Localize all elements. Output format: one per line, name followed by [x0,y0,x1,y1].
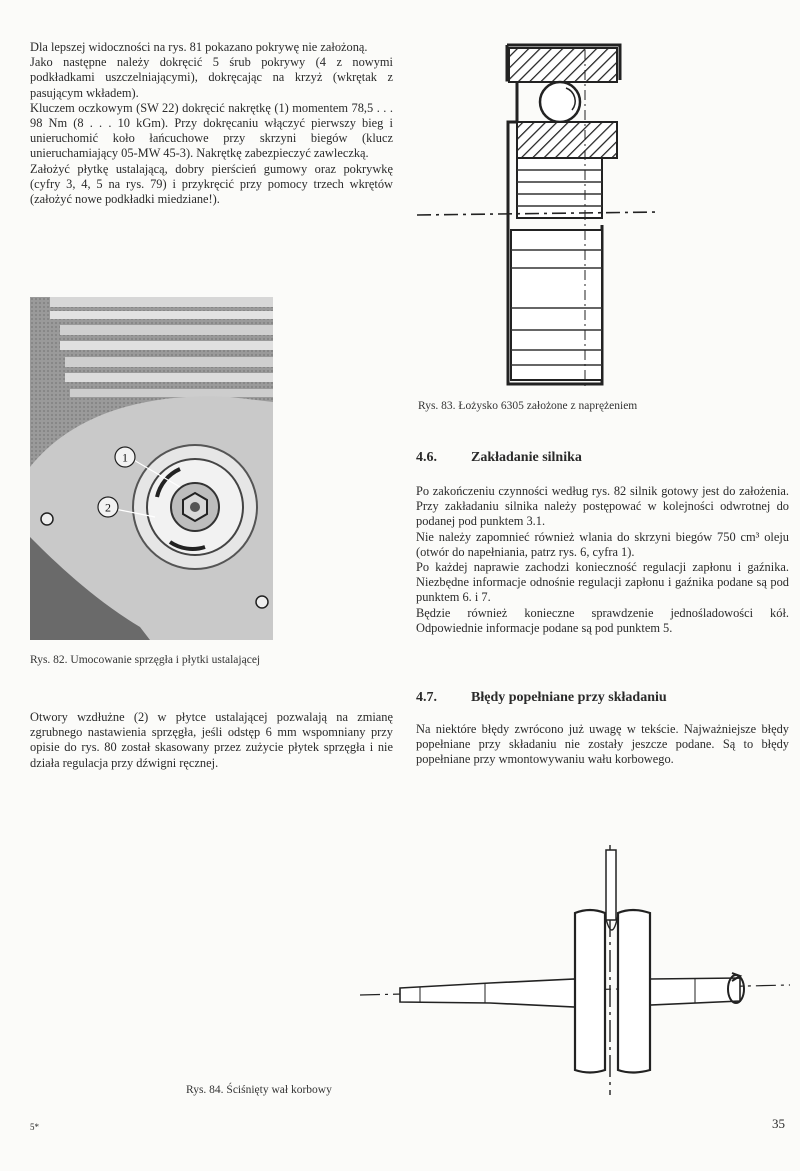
bearing-drawing [412,40,662,395]
left-crank-web [575,910,605,1073]
ball [540,82,580,122]
paragraph: Kluczem oczkowym (SW 22) dokręcić nakrętkę (1) momentem 78,5 . . . 98 Nm (8 . . . 10 kGm). Przy dokręcaniu włączyć pierwszy bieg i unieruchomić koło łańcuchowe przy skrzyni biegów (klucz unieruchamiający 05-MW 45-3). Nakrętkę zabezpieczyć zawleczką. [30,100,393,161]
bearing-caption: Rys. 83. Łożysko 6305 założone z naprężeniem [418,400,638,412]
clutch-photo [30,297,273,640]
paragraph: Będzie również konieczne sprawdzenie jednośladowości kół. Odpowiednie informacje podane są pod punktem 5. [416,605,789,635]
photo-caption: Rys. 82. Umocowanie sprzęgła i płytki ustalającej [30,654,261,666]
paragraph: Na niektóre błędy zwrócono już uwagę w tekście. Najważniejsze błędy popełniane przy składaniu nie zostały jeszcze podane. Są to błędy popełniane przy wmontowywaniu wału korbowego. [416,722,789,767]
shaft [511,158,602,380]
section-heading-4-7 [416,690,667,706]
paragraph: Nie należy zapomnieć również wlania do skrzyni biegów 750 cm³ oleju (otwór do napełniania, patrz rys. 6, cyfra 1). [416,529,789,559]
section-4-7-text [416,722,789,768]
page-number: 35 [772,1116,785,1131]
crankshaft-caption: Rys. 84. Ściśnięty wał korbowy [186,1084,332,1096]
screw [41,513,53,525]
outer-race [509,48,617,82]
section-number: 4.7. [416,690,437,705]
inner-race [517,122,617,158]
cylinder-fins [50,297,273,397]
crankshaft-diagram [360,845,790,1095]
section-4-6-text [416,484,789,636]
paragraph: Po zakończeniu czynności według rys. 82 silnik gotowy jest do założenia. Przy zakładaniu silnika należy postępować w kolejności odwrotnej do podanej pod punktem 3.1. [416,484,789,529]
right-crank-web [618,910,650,1073]
crankshaft-drawing [360,845,790,1095]
section-number: 4.6. [416,450,437,465]
signature-mark: 5* [30,1122,39,1132]
bearing-diagram [412,40,662,395]
photo-label-2: 2 [105,500,111,515]
section-heading-4-6 [416,450,582,466]
section-title: Zakładanie silnika [471,450,582,465]
paragraph: Po każdej naprawie zachodzi konieczność regulacji zapłonu i gaźnika. Niezbędne informacje odnośnie regulacji zapłonu i gaźnika podane są pod punktem 6. i 7. [416,560,789,605]
paragraph: Założyć płytkę ustalającą, dobry pierścień gumowy oraz pokrywkę (cyfry 3, 4, 5 na rys. 79) i przykręcić przy pomocy trzech wkrętów (założyć nowe podkładki miedziane!). [30,161,393,207]
paragraph: Jako następne należy dokręcić 5 śrub pokrywy (4 z nowymi podkładkami uszczelniającymi), dokręcając na krzyż (wkrętak z pasującym wkładem). [30,55,393,100]
paragraph: Otwory wzdłużne (2) w płytce ustalającej pozwalają na zmianę zgrubnego nastawienia sprzęgła, jeśli odstęp 6 mm wspomniany przy opisie do rys. 80 został skasowany przez zużycie płytek sprzęgła i nie działa regulacja przy dźwigni ręcznej. [30,710,393,770]
left-intro-text [30,40,393,207]
left-after-photo-text [30,710,393,771]
clutch-photo-illustration [30,297,273,640]
section-title: Błędy popełniane przy składaniu [471,690,667,705]
clutch-assembly [133,445,257,569]
connecting-rod [606,850,616,920]
screw [256,596,268,608]
paragraph: Dla lepszej widoczności na rys. 81 pokazano pokrywę nie założoną. [30,40,368,54]
left-shaft [400,979,575,1007]
photo-label-1: 1 [122,450,128,465]
